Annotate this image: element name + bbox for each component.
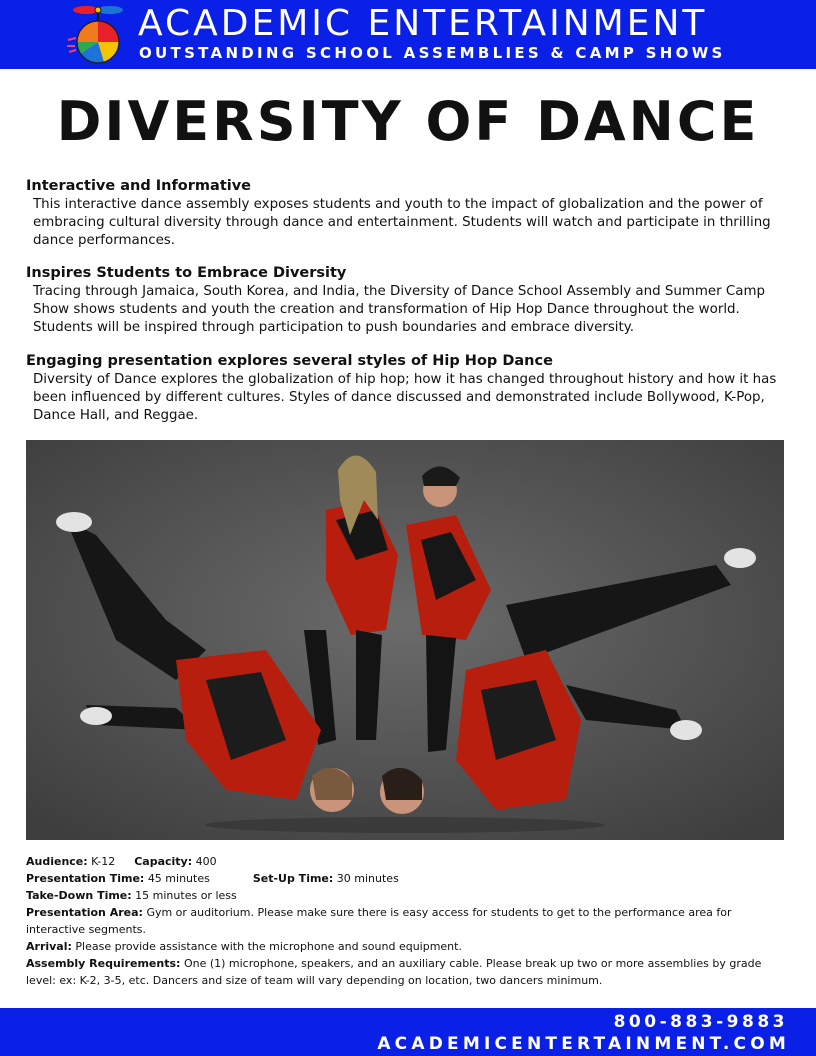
details-row-arrival [26,938,778,955]
website-link[interactable]: ACADEMICENTERTAINMENT.COM [377,1034,790,1054]
setup-time-label: Set-Up Time: [252,872,334,885]
requirements-label: Assembly Requirements: [26,957,181,970]
capacity-label: Capacity: [134,855,193,868]
section-inspires [26,263,796,337]
details-row-area [26,904,778,938]
assembly-details [26,853,778,989]
audience-value: K-12 [91,855,116,868]
dancers-illustration [26,440,784,840]
header-title: ACADEMIC ENTERTAINMENT [138,3,708,44]
presentation-time-value: 45 minutes [147,872,210,885]
details-row-takedown [26,887,778,904]
footer-bar [0,1008,816,1056]
capacity-value: 400 [195,855,217,868]
takedown-time-value: 15 minutes or less [135,889,237,902]
requirements-value: One (1) microphone, speakers, and an auxiliary cable. Please break up two or more assemblies by grade level: ex: K-2, 3-5, etc. Dancers and size of team will vary depending on location, two dancers minimum. [26,957,762,987]
takedown-time-label: Take-Down Time: [26,889,132,902]
dancers-photo [26,440,784,840]
details-row-requirements [26,955,778,989]
header-bar [0,0,816,69]
presentation-area-label: Presentation Area: [26,906,143,919]
details-row-audience [26,853,778,870]
section-interactive [26,176,796,250]
arrival-label: Arrival: [26,940,72,953]
section-body: Tracing through Jamaica, South Korea, and India, the Diversity of Dance School Assembly and Summer Camp Show shows students and youth the creation and transformation of Hip Hop Dance throughout the world. Students will be inspired through participation to push boundaries and embrace diversity. [33,284,766,335]
section-body: Diversity of Dance explores the globalization of hip hop; how it has changed throughout history and how it has been influenced by different cultures. Styles of dance discussed and demonstrated include Bollywood, K-Pop, Dance Hall, and Reggae. [33,372,777,423]
page-title: DIVERSITY OF DANCE [56,90,760,153]
beach-ball-propeller-logo-icon [64,2,132,66]
audience-label: Audience: [26,855,88,868]
section-engaging [26,351,796,425]
section-heading: Interactive and Informative [26,178,252,194]
section-body: This interactive dance assembly exposes students and youth to the impact of globalization and the power of embracing cultural diversity through dance and entertainment. Students will watch and participate in thrilling dance performances. [33,197,771,248]
arrival-value: Please provide assistance with the microphone and sound equipment. [75,940,462,953]
presentation-time-label: Presentation Time: [26,872,145,885]
section-heading: Inspires Students to Embrace Diversity [26,265,347,281]
phone-number[interactable]: 800-883-9883 [613,1012,788,1032]
presentation-area-value: Gym or auditorium. Please make sure there is easy access for students to get to the performance area for interactive segments. [26,906,732,936]
section-heading: Engaging presentation explores several styles of Hip Hop Dance [26,353,553,369]
setup-time-value: 30 minutes [336,872,399,885]
header-subtitle: OUTSTANDING SCHOOL ASSEMBLIES & CAMP SHOWS [139,44,726,62]
details-row-times [26,870,778,887]
